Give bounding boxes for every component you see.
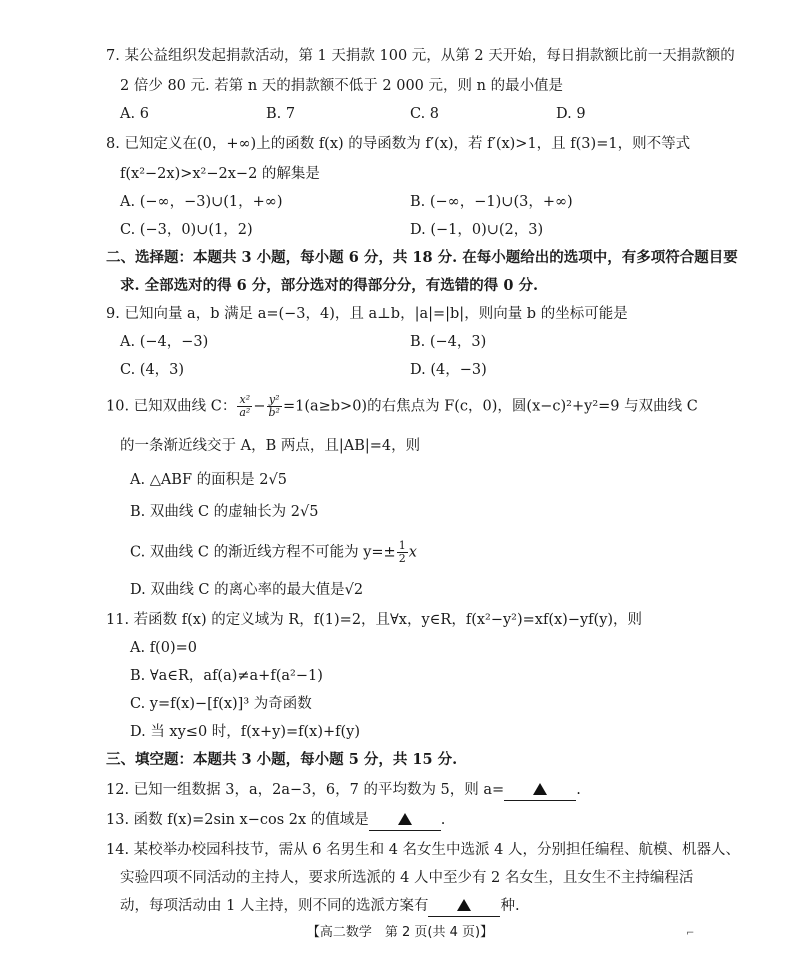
q14-line3	[120, 896, 520, 917]
q14-line2: 实验四项不同活动的主持人，要求所选派的 4 人中至少有 2 名女生，且女生不主持编程活	[120, 870, 694, 886]
q11-option-c: C. y=f(x)−[f(x)]³ 为奇函数	[130, 696, 312, 712]
q10-line2: 的一条渐近线交于 A，B 两点，且|AB|=4，则	[120, 438, 421, 454]
q10-fraction-y	[267, 394, 282, 419]
q10-prefix: 10. 已知双曲线 C：	[106, 398, 237, 415]
q10-option-c-fraction	[397, 540, 408, 565]
section2-heading-line1: 二、选择题：本题共 3 小题，每小题 6 分，共 18 分. 在每小题给出的选项中，有多项符合题目要	[106, 249, 738, 266]
q12-line	[106, 780, 581, 801]
q12-text: 12. 已知一组数据 3，a，2a−3，6，7 的平均数为 5，则 a=	[106, 782, 505, 798]
q9-option-b: B. (−4，3)	[410, 334, 487, 350]
q12-answer-blank	[504, 780, 576, 801]
q13-end: .	[440, 812, 446, 828]
q10-fraction-x	[237, 394, 252, 419]
q10-option-d: D. 双曲线 C 的离心率的最大值是√2	[130, 582, 364, 598]
q8-option-d: D. (−1，0)∪(2，3)	[410, 222, 544, 238]
q7-line2: 2 倍少 80 元. 若第 n 天的捐款额不低于 2 000 元，则 n 的最小值是	[120, 78, 564, 94]
q14-end: 种.	[500, 898, 520, 914]
q13-answer-blank	[369, 810, 441, 831]
q13-line	[106, 810, 445, 831]
q14-line1: 14. 某校举办校园科技节，需从 6 名男生和 4 名女生中选派 4 人，分别担任编程、航模、机器人、	[106, 842, 740, 858]
corner-mark: ⌐	[686, 928, 695, 939]
triangle-icon	[457, 899, 471, 911]
q10-option-c-num: 1	[398, 539, 406, 552]
q14-answer-blank	[428, 896, 500, 917]
q10-option-c-suffix: x	[408, 544, 417, 561]
q10-option-c-den: 2	[398, 552, 406, 565]
q11-option-b: B. ∀a∈R，af(a)≠a+f(a²−1)	[130, 668, 323, 684]
q11-option-a: A. f(0)=0	[130, 640, 197, 656]
q13-text: 13. 函数 f(x)=2sin x−cos 2x 的值域是	[106, 812, 369, 828]
q10-x-num: x²	[237, 394, 252, 407]
q11-option-d: D. 当 xy≤0 时，f(x+y)=f(x)+f(y)	[130, 724, 361, 740]
q8-option-c: C. (−3，0)∪(1，2)	[120, 222, 253, 238]
q10-option-a: A. △ABF 的面积是 2√5	[130, 472, 287, 488]
triangle-icon	[533, 783, 547, 795]
triangle-icon	[398, 813, 412, 825]
q9-option-a: A. (−4，−3)	[120, 334, 209, 350]
q7-option-a: A. 6	[120, 106, 149, 122]
q10-y-num: y²	[267, 394, 282, 407]
section2-heading-line2: 求. 全部选对的得 6 分，部分选对的得部分分，有选错的得 0 分.	[120, 277, 539, 294]
q12-end: .	[576, 782, 581, 798]
q10-y-den: b²	[268, 406, 280, 419]
q7-option-b: B. 7	[266, 106, 296, 122]
q10-x-den: a²	[239, 406, 251, 419]
q8-option-b: B. (−∞，−1)∪(3，+∞)	[410, 194, 573, 210]
q11-line1: 11. 若函数 f(x) 的定义域为 R，f(1)=2，且∀x，y∈R，f(x²−y²)=xf(x)−yf(y)，则	[106, 612, 643, 628]
q10-line1	[106, 394, 698, 419]
q10-suffix: =1(a≥b>0)的右焦点为 F(c，0)，圆(x−c)²+y²=9 与双曲线 C	[282, 398, 698, 415]
q10-minus: −	[253, 398, 266, 415]
q8-option-a: A. (−∞，−3)∪(1，+∞)	[120, 194, 283, 210]
q10-option-c-prefix: C. 双曲线 C 的渐近线方程不可能为 y=±	[130, 544, 396, 561]
q9-option-d: D. (4，−3)	[410, 362, 487, 378]
q9-line1: 9. 已知向量 a，b 满足 a=(−3，4)，且 a⊥b，|a|=|b|，则向量 b 的坐标可能是	[106, 306, 628, 322]
q10-option-b: B. 双曲线 C 的虚轴长为 2√5	[130, 504, 319, 520]
q8-line1: 8. 已知定义在(0，+∞)上的函数 f(x) 的导函数为 f′(x)，若 f′(x)>1，且 f(3)=1，则不等式	[106, 136, 691, 152]
q9-option-c: C. (4，3)	[120, 362, 185, 378]
page-footer: 【高二数学 第 2 页(共 4 页)】	[306, 925, 494, 940]
q8-line2: f(x²−2x)>x²−2x−2 的解集是	[120, 166, 320, 182]
q7-option-d: D. 9	[556, 106, 586, 122]
q14-line3-text: 动，每项活动由 1 人主持，则不同的选派方案有	[120, 898, 429, 914]
q7-line1: 7. 某公益组织发起捐款活动，第 1 天捐款 100 元，从第 2 天开始，每日捐款额比前一天捐款额的	[106, 48, 735, 64]
q7-option-c: C. 8	[410, 106, 440, 122]
q10-option-c	[130, 540, 417, 565]
section3-heading: 三、填空题：本题共 3 小题，每小题 5 分，共 15 分.	[106, 751, 458, 768]
